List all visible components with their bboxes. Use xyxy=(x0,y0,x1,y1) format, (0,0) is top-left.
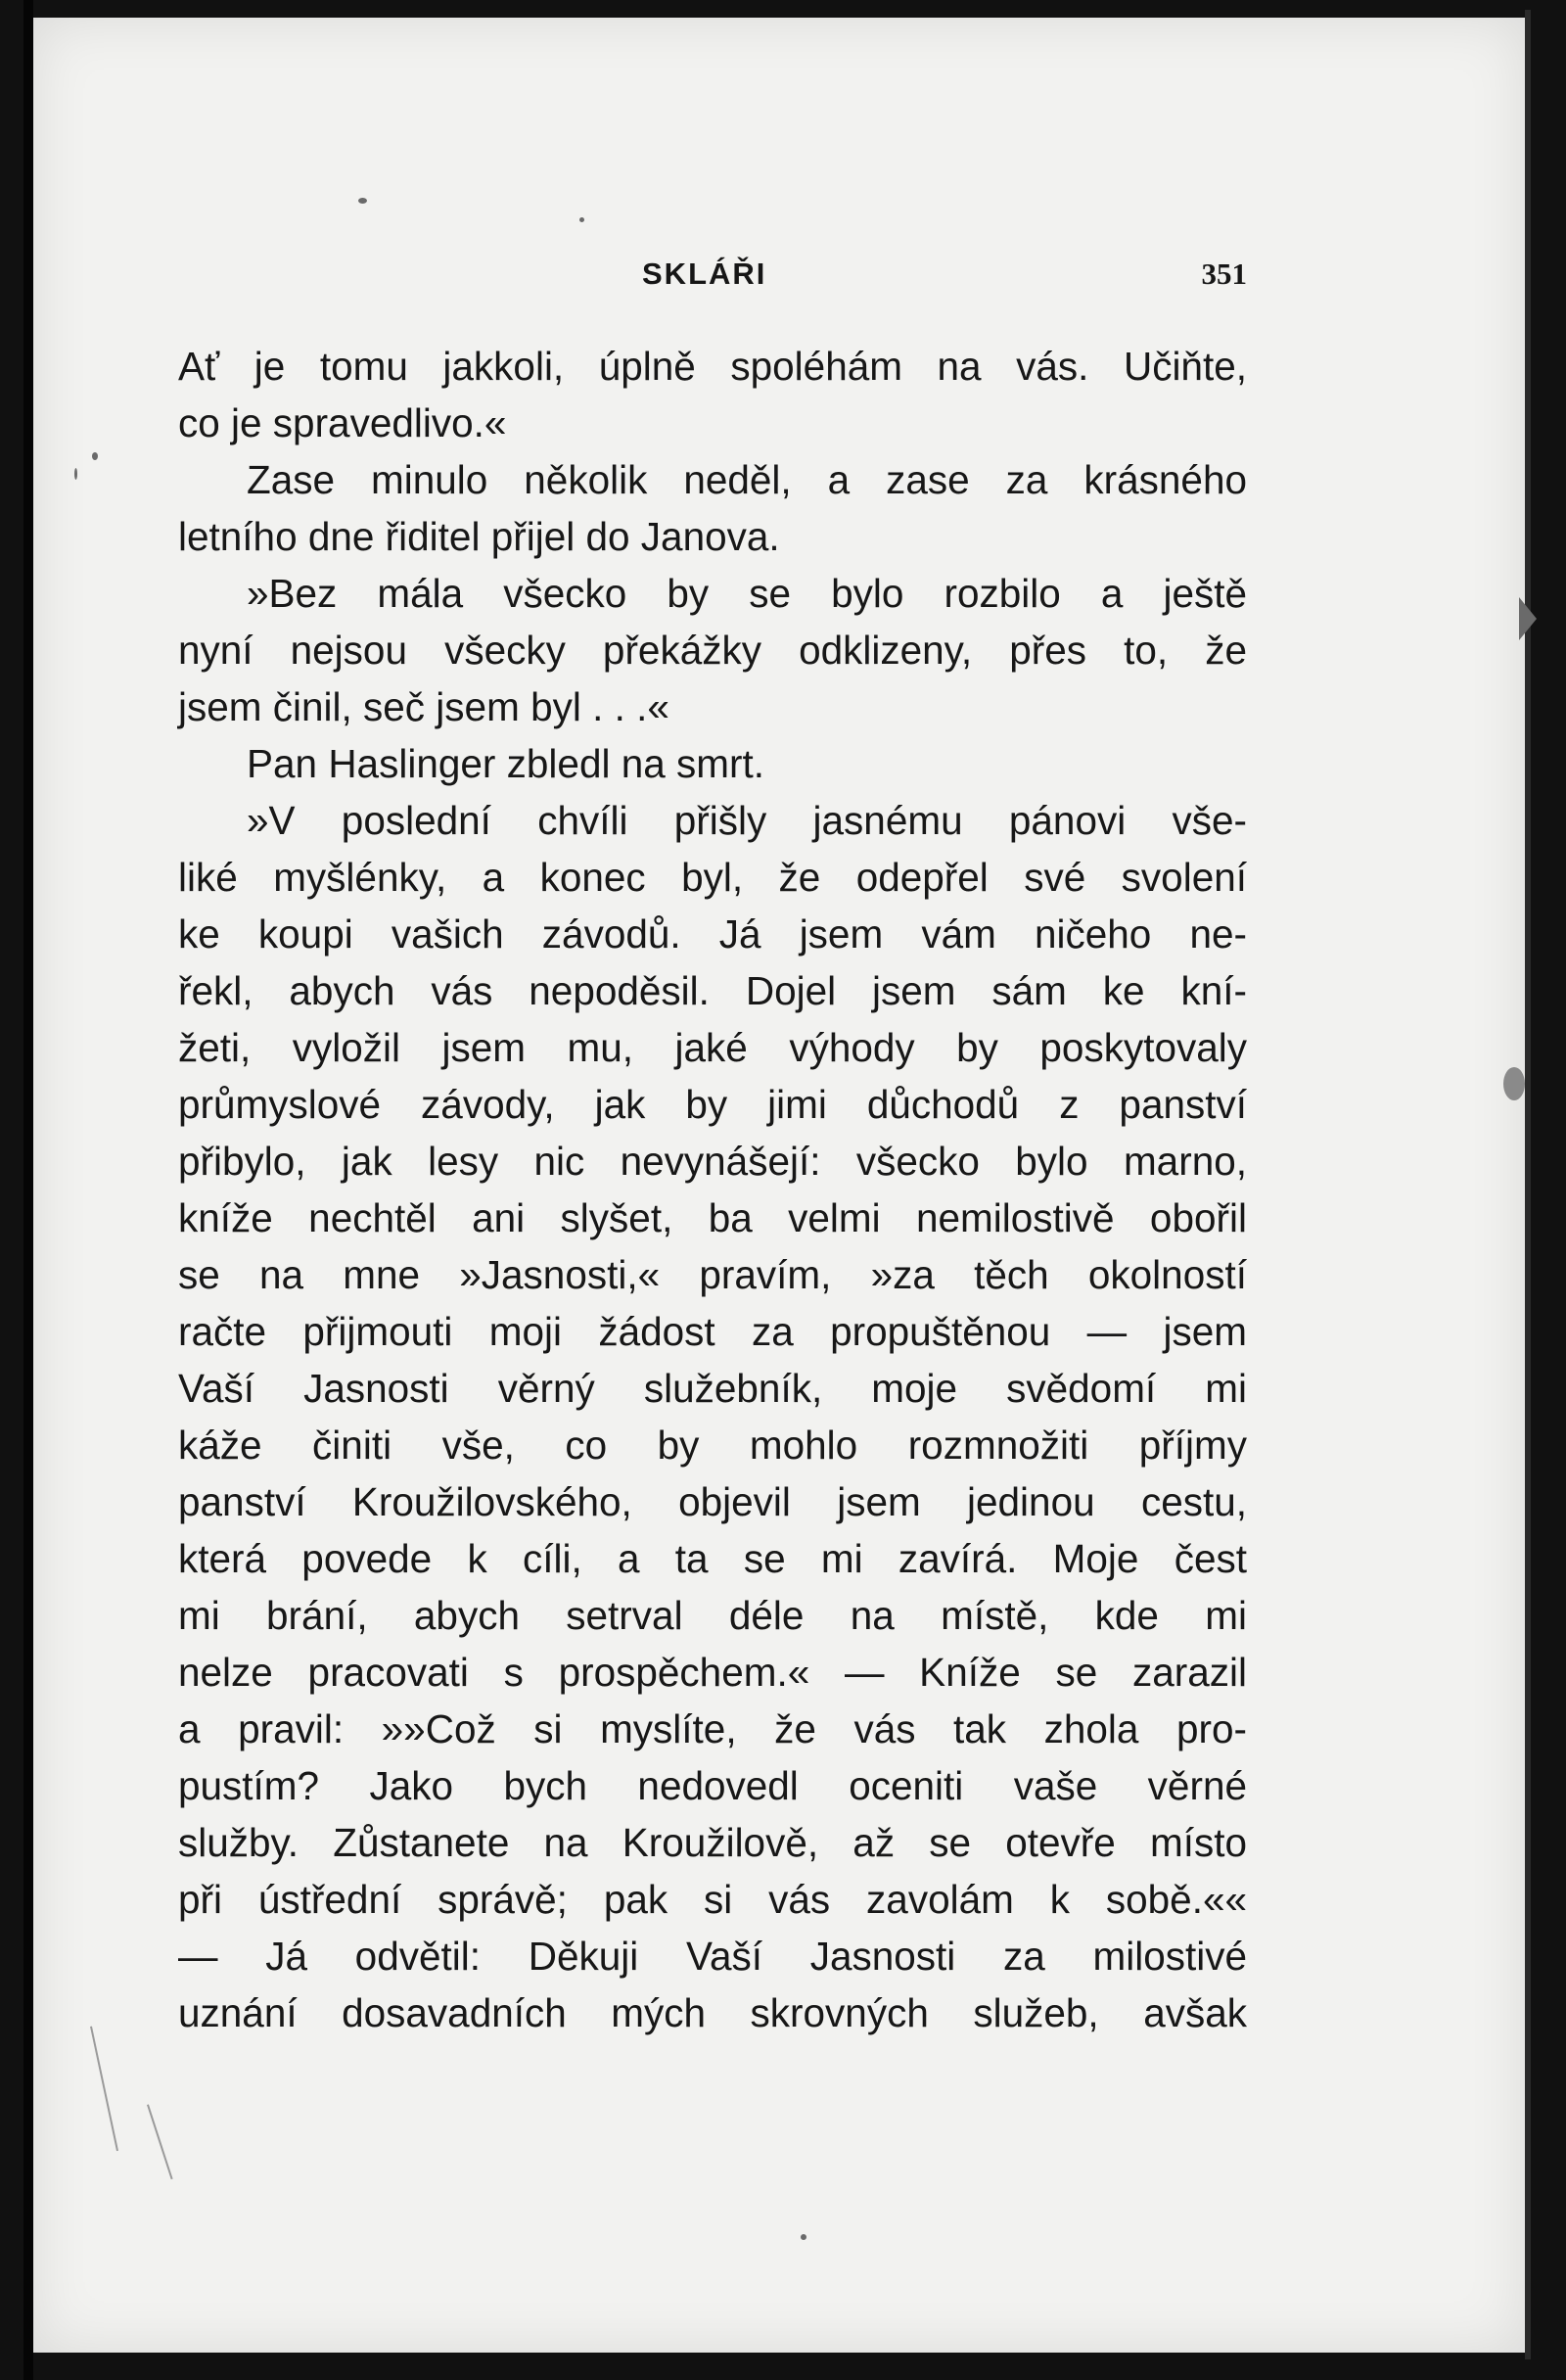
page-binding-edge xyxy=(23,0,33,2380)
text-line: uznání dosavadních mých skrovných služeb, avšak xyxy=(178,1990,1247,2035)
text-line: služby. Zůstanete na Kroužilově, až se otevře místo xyxy=(178,1820,1247,1865)
text-line: liké myšlénky, a konec byl, že odepřel své svolení xyxy=(178,855,1247,900)
text-line: — Já odvětil: Děkuji Vaší Jasnosti za milostivé xyxy=(178,1934,1247,1979)
text-line: nyní nejsou všecky překážky odklizeny, přes to, že xyxy=(178,628,1247,673)
text-line: mi brání, abych setrval déle na místě, kde mi xyxy=(178,1593,1247,1638)
text-line: káže činiti vše, co by mohlo rozmnožiti příjmy xyxy=(178,1423,1247,1468)
text-line: průmyslové závody, jak by jimi důchodů z panství xyxy=(178,1082,1247,1127)
text-line: co je spravedlivo.« xyxy=(178,400,507,445)
scan-speck xyxy=(92,452,98,460)
text-line: nelze pracovati s prospěchem.« — Kníže se zarazil xyxy=(178,1650,1247,1695)
body-text xyxy=(178,338,1247,2041)
text-line: kníže nechtěl ani slyšet, ba velmi nemilostivě obořil xyxy=(178,1195,1247,1240)
text-line: ke koupi vašich závodů. Já jsem vám ničeho ne- xyxy=(178,911,1247,957)
text-line: se na mne »Jasnosti,« pravím, »za těch okolností xyxy=(178,1252,1247,1297)
text-line: Vaší Jasnosti věrný služebník, moje svědomí mi xyxy=(178,1366,1247,1411)
page-right-edge xyxy=(1525,10,1531,2359)
text-line: pustím? Jako bych nedovedl oceniti vaše věrné xyxy=(178,1763,1247,1808)
text-line: a pravil: »»Což si myslíte, že vás tak zhola pro- xyxy=(178,1706,1247,1751)
scan-speck xyxy=(358,198,367,204)
text-line: Pan Haslinger zbledl na smrt. xyxy=(247,741,764,786)
text-line: žeti, vyložil jsem mu, jaké výhody by poskytovaly xyxy=(178,1025,1247,1070)
page-number: 351 xyxy=(1201,257,1247,291)
text-line: přibylo, jak lesy nic nevynášejí: všecko bylo marno, xyxy=(178,1139,1247,1184)
scan-speck xyxy=(579,217,584,222)
page-tab-mark xyxy=(1519,597,1537,640)
scan-speck xyxy=(1503,1067,1525,1100)
text-line: řekl, abych vás nepoděsil. Dojel jsem sám ke kní- xyxy=(178,968,1247,1013)
text-line: Ať je tomu jakkoli, úplně spoléhám na vás. Učiňte, xyxy=(178,344,1247,389)
text-line: panství Kroužilovského, objevil jsem jedinou cestu, xyxy=(178,1479,1247,1524)
scan-speck xyxy=(801,2234,806,2240)
text-line: »Bez mála všecko by se bylo rozbilo a ještě xyxy=(247,571,1247,616)
scan-speck xyxy=(74,468,77,480)
text-line: Zase minulo několik neděl, a zase za krásného xyxy=(247,457,1247,502)
running-title: SKLÁŘI xyxy=(642,257,767,291)
text-line: »V poslední chvíli přišly jasnému pánovi vše- xyxy=(247,798,1247,843)
text-line: jsem činil, seč jsem byl . . .« xyxy=(178,684,669,729)
text-line: račte přijmouti moji žádost za propuštěnou — jsem xyxy=(178,1309,1247,1354)
running-head xyxy=(178,257,1247,296)
text-line: která povede k cíli, a ta se mi zavírá. Moje čest xyxy=(178,1536,1247,1581)
text-line: při ústřední správě; pak si vás zavolám k sobě.«« xyxy=(178,1877,1247,1922)
text-line: letního dne řiditel přijel do Janova. xyxy=(178,514,780,559)
